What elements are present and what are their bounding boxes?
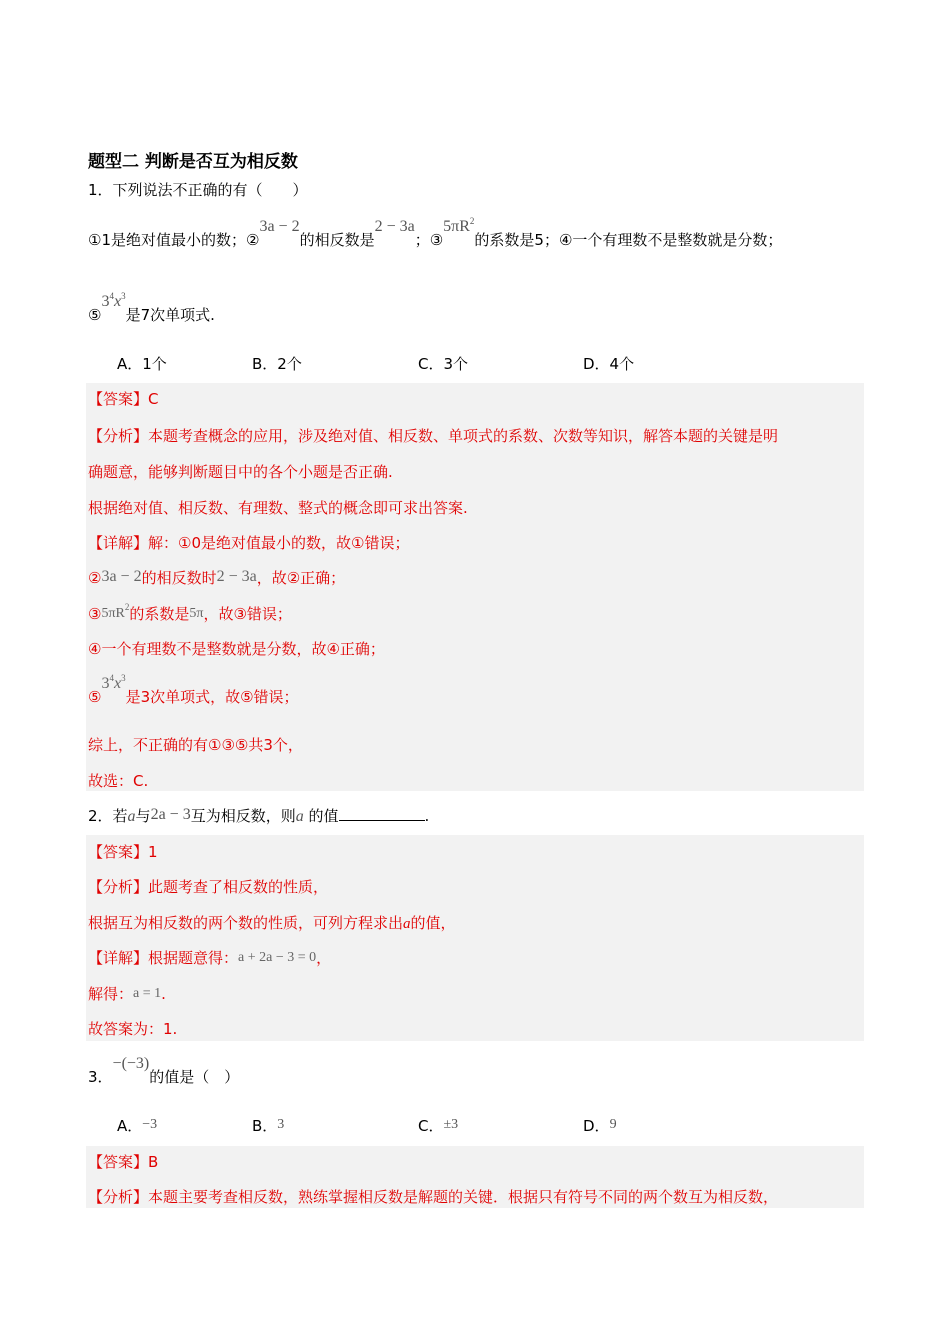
q1-answer: 【答案】C — [88, 390, 159, 408]
q3-option-a — [117, 1116, 157, 1138]
q1-detail-3-math-1-exp: 2 — [124, 602, 130, 612]
q1-detail-5-math-base-1: 3 — [101, 675, 110, 692]
q1-line1-math-1: 3a − 2 — [259, 218, 300, 235]
q1-analysis-tag: 【分析】 — [88, 427, 149, 445]
q1-detail-3-math-1-base: 5πR — [101, 606, 125, 621]
q1-analysis-line-1 — [88, 426, 778, 446]
q2-detail-2-text-b: . — [161, 985, 166, 1003]
q1-detail-5-math-base-2: x — [113, 675, 122, 692]
q3-text-1: 3． — [88, 1068, 113, 1086]
q2-analysis-2-text-b: 的值， — [410, 914, 456, 932]
q1-detail-5-math-exp-2: 3 — [121, 673, 126, 683]
q1-option-a: A．1个 — [117, 355, 167, 373]
q2-analysis-tag: 【分析】 — [88, 878, 149, 896]
q2-detail-1-text-b: ， — [316, 949, 332, 967]
q1-detail-3-text-b: 的系数是 — [129, 605, 190, 623]
q1-line1-math-2: 2 − 3a — [374, 218, 415, 235]
q3-option-c-value: ±3 — [443, 1117, 459, 1132]
q1-line2-math-base-1: 3 — [101, 293, 110, 310]
q3-analysis-tag: 【分析】 — [88, 1188, 149, 1206]
q3-option-d — [583, 1116, 617, 1138]
q1-line2-text-1: ⑤ — [88, 306, 102, 324]
q3-analysis-line-1 — [88, 1187, 778, 1207]
q1-detail-line-1 — [88, 533, 409, 553]
q3-option-b — [252, 1116, 284, 1138]
q2-analysis-line-1 — [88, 877, 328, 897]
q2-detail-tag: 【详解】 — [88, 949, 149, 967]
q2-math-1: a — [127, 808, 136, 825]
q3-option-c-label: C． — [418, 1117, 444, 1135]
q1-line2-math-exp-1: 4 — [109, 291, 114, 301]
q2-detail-2-math: a = 1 — [133, 986, 162, 1001]
q1-analysis-text-1: 本题考查概念的应用，涉及绝对值、相反数、单项式的系数、次数等知识，解答本题的关键是明 — [148, 427, 779, 445]
q3-option-a-value: −3 — [142, 1117, 158, 1132]
q2-solution-box — [86, 835, 864, 1041]
q1-detail-2-math-1: 3a − 2 — [101, 568, 142, 585]
q2-text-1: 2．若 — [88, 807, 128, 825]
q1-option-d: D．4个 — [583, 355, 635, 373]
q1-line2-text-2: 是7次单项式. — [125, 306, 215, 324]
q1-detail-2-text-a: ② — [88, 569, 102, 587]
q1-choose: 故选：C. — [88, 772, 149, 790]
q1-detail-5-math-exp-1: 4 — [109, 673, 114, 683]
q1-line1-math-3 — [443, 218, 474, 235]
q1-detail-3-math-1 — [101, 602, 130, 621]
q3-answer: 【答案】B — [88, 1153, 159, 1171]
q2-analysis-text-1: 此题考查了相反数的性质， — [148, 878, 329, 896]
q1-detail-3-text-c: ，故③错误； — [203, 605, 292, 623]
q2-stem — [88, 806, 429, 827]
section-title: 题型二 判断是否互为相反数 — [88, 152, 298, 172]
q3-option-b-value: 3 — [277, 1117, 285, 1132]
q3-option-d-value: 9 — [609, 1117, 617, 1132]
q1-summary: 综上，不正确的有①③⑤共3个， — [88, 736, 303, 754]
q2-detail-line-2 — [88, 984, 166, 1006]
q1-line1-math-3-exp: 2 — [469, 216, 475, 226]
q3-option-b-label: B． — [252, 1117, 278, 1135]
q2-math-3: a — [295, 808, 304, 825]
q1-detail-line-4: ④一个有理数不是整数就是分数，故④正确； — [88, 640, 385, 658]
q3-analysis-text-1: 本题主要考查相反数，熟练掌握相反数是解题的关键．根据只有符号不同的两个数互为相反数， — [148, 1188, 779, 1206]
q1-detail-tag: 【详解】 — [88, 534, 149, 552]
q1-detail-line-5 — [88, 673, 299, 709]
q1-detail-2-math-2: 2 − 3a — [216, 568, 257, 585]
q2-detail-1-math: a + 2a − 3 = 0 — [238, 950, 317, 965]
q3-text-2: 的值是（ ） — [149, 1068, 240, 1086]
q1-line1-math-3-base: 5πR — [443, 218, 470, 235]
q1-option-b: B．2个 — [252, 355, 302, 373]
q2-detail-2-text-a: 解得： — [88, 985, 134, 1003]
q1-detail-5-text-b: 是3次单项式，故⑤错误； — [125, 688, 299, 706]
q1-line1-text-2: 的相反数是 — [299, 231, 375, 249]
q1-line2-math — [101, 293, 125, 310]
q1-detail-line-3 — [88, 604, 292, 626]
q1-detail-5-text-a: ⑤ — [88, 688, 102, 706]
q1-statement-line-2 — [88, 291, 215, 327]
q1-line1-text-1: ①1是绝对值最小的数；② — [88, 231, 260, 249]
q2-text-4: 的值 — [308, 807, 339, 825]
q1-analysis-line-3: 根据绝对值、相反数、有理数、整式的概念即可求出答案. — [88, 499, 468, 517]
q2-answer-blank — [339, 806, 425, 821]
q2-detail-line-1 — [88, 948, 331, 970]
q2-analysis-2-math: a — [403, 916, 411, 932]
q3-option-d-label: D． — [583, 1117, 610, 1135]
q3-math-1: −(−3) — [112, 1055, 150, 1072]
q3-stem — [88, 1055, 240, 1088]
q2-answer: 【答案】1 — [88, 843, 158, 861]
q2-text-3: 互为相反数，则 — [190, 807, 296, 825]
q2-analysis-line-2 — [88, 913, 456, 934]
q3-option-a-label: A． — [117, 1117, 143, 1135]
q1-line1-text-3: ；③ — [414, 231, 444, 249]
q2-detail-1-text-a: 根据题意得： — [148, 949, 239, 967]
q1-detail-5-math — [101, 675, 125, 692]
q3-option-c — [418, 1116, 458, 1138]
q2-text-5: . — [424, 807, 430, 825]
q1-line1-text-4: 的系数是5；④一个有理数不是整数就是分数； — [474, 231, 783, 249]
q1-line2-math-base-2: x — [113, 293, 122, 310]
q2-analysis-2-text-a: 根据互为相反数的两个数的性质，可列方程求出 — [88, 914, 404, 932]
q1-stem: 1．下列说法不正确的有（ ） — [88, 181, 308, 199]
q1-detail-2-text-b: 的相反数时 — [141, 569, 217, 587]
q1-detail-line-2 — [88, 568, 345, 589]
q1-detail-3-math-2: 5π — [189, 606, 204, 621]
q1-analysis-line-2: 确题意，能够判断题目中的各个小题是否正确. — [88, 463, 393, 481]
q2-math-2: 2a − 3 — [150, 806, 191, 823]
q1-detail-3-text-a: ③ — [88, 605, 102, 623]
q1-option-c: C．3个 — [418, 355, 469, 373]
q1-detail-2-text-c: ，故②正确； — [256, 569, 346, 587]
q2-final: 故答案为：1. — [88, 1020, 178, 1038]
q2-text-2: 与 — [135, 807, 151, 825]
q1-detail-text-1: 解：①0是绝对值最小的数，故①错误； — [148, 534, 410, 552]
q1-line2-math-exp-2: 3 — [121, 291, 126, 301]
